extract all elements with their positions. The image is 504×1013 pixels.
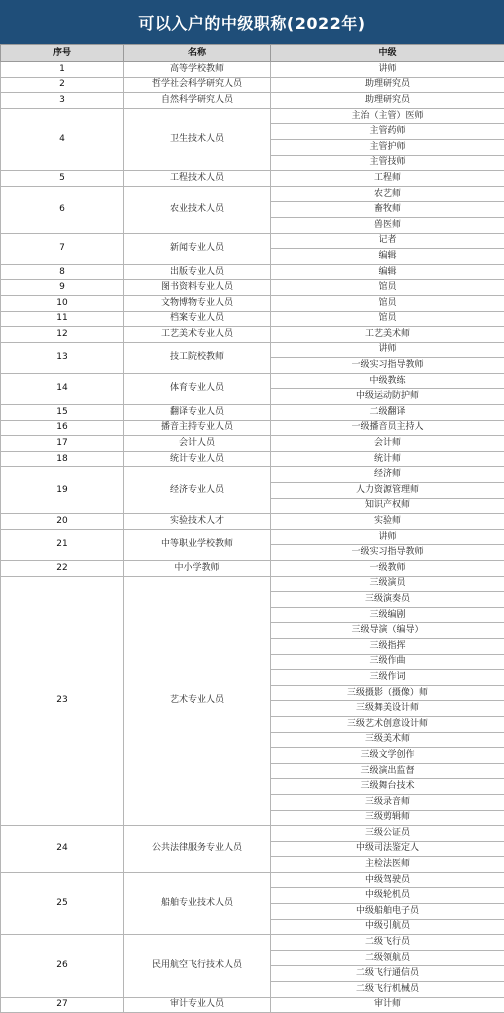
intermediate-title-cell: 讲师: [271, 529, 504, 545]
table-row: [1, 186, 504, 202]
serial-number-cell: 21: [1, 529, 124, 560]
intermediate-title-cell: 一级教师: [271, 561, 504, 577]
intermediate-title-cell: 馆员: [271, 295, 504, 311]
intermediate-title-cell: 三级导演（编导）: [271, 623, 504, 639]
intermediate-title-cell: 三级舞美设计师: [271, 701, 504, 717]
intermediate-title-cell: 三级公证员: [271, 826, 504, 842]
serial-number-cell: 1: [1, 62, 124, 78]
intermediate-title-cell: 编辑: [271, 249, 504, 265]
table-row: [1, 436, 504, 452]
category-name-cell: 中小学教师: [124, 561, 271, 577]
intermediate-title-cell: 三级演出监督: [271, 763, 504, 779]
table-row: [1, 233, 504, 249]
intermediate-title-cell: 工艺美术师: [271, 327, 504, 343]
header-name: 名称: [124, 45, 271, 62]
serial-number-cell: 7: [1, 233, 124, 264]
intermediate-title-cell: 三级剪辑师: [271, 810, 504, 826]
serial-number-cell: 11: [1, 311, 124, 327]
intermediate-title-cell: 统计师: [271, 451, 504, 467]
header-serial: 序号: [1, 45, 124, 62]
category-name-cell: 哲学社会科学研究人员: [124, 77, 271, 93]
category-name-cell: 艺术专业人员: [124, 576, 271, 826]
intermediate-title-cell: 记者: [271, 233, 504, 249]
serial-number-cell: 14: [1, 373, 124, 404]
category-name-cell: 审计专业人员: [124, 997, 271, 1013]
intermediate-title-cell: 一级播音员主持人: [271, 420, 504, 436]
category-name-cell: 工程技术人员: [124, 171, 271, 187]
header-level: 中级: [271, 45, 504, 62]
intermediate-title-cell: 兽医师: [271, 217, 504, 233]
table-row: [1, 529, 504, 545]
table-row: [1, 108, 504, 124]
serial-number-cell: 12: [1, 327, 124, 343]
intermediate-title-cell: 三级作曲: [271, 654, 504, 670]
category-name-cell: 船舶专业技术人员: [124, 872, 271, 934]
category-name-cell: 档案专业人员: [124, 311, 271, 327]
category-name-cell: 卫生技术人员: [124, 108, 271, 170]
table-row: [1, 997, 504, 1013]
table-row: [1, 561, 504, 577]
table-title: 可以入户的中级职称(2022年): [0, 0, 504, 44]
intermediate-title-cell: 三级舞台技术: [271, 779, 504, 795]
intermediate-title-cell: 一级实习指导教师: [271, 358, 504, 374]
category-name-cell: 高等学校教师: [124, 62, 271, 78]
serial-number-cell: 18: [1, 451, 124, 467]
serial-number-cell: 22: [1, 561, 124, 577]
intermediate-title-cell: 一级实习指导教师: [271, 545, 504, 561]
header-row: [1, 45, 504, 62]
category-name-cell: 翻译专业人员: [124, 405, 271, 421]
category-name-cell: 经济专业人员: [124, 467, 271, 514]
intermediate-title-cell: 三级录音师: [271, 794, 504, 810]
category-name-cell: 自然科学研究人员: [124, 93, 271, 109]
serial-number-cell: 24: [1, 826, 124, 873]
intermediate-title-cell: 三级编剧: [271, 607, 504, 623]
intermediate-title-cell: 讲师: [271, 62, 504, 78]
serial-number-cell: 23: [1, 576, 124, 826]
table-row: [1, 451, 504, 467]
serial-number-cell: 13: [1, 342, 124, 373]
intermediate-title-cell: 二级翻译: [271, 405, 504, 421]
category-name-cell: 中等职业学校教师: [124, 529, 271, 560]
intermediate-title-cell: 三级演奏员: [271, 592, 504, 608]
intermediate-title-cell: 主管技师: [271, 155, 504, 171]
serial-number-cell: 8: [1, 264, 124, 280]
intermediate-title-cell: 编辑: [271, 264, 504, 280]
intermediate-title-cell: 审计师: [271, 997, 504, 1013]
table-body: [1, 62, 504, 1013]
category-name-cell: 工艺美术专业人员: [124, 327, 271, 343]
serial-number-cell: 3: [1, 93, 124, 109]
category-name-cell: 图书资料专业人员: [124, 280, 271, 296]
table-row: [1, 280, 504, 296]
serial-number-cell: 15: [1, 405, 124, 421]
serial-number-cell: 16: [1, 420, 124, 436]
intermediate-title-cell: 馆员: [271, 311, 504, 327]
serial-number-cell: 6: [1, 186, 124, 233]
category-name-cell: 技工院校教师: [124, 342, 271, 373]
table-row: [1, 514, 504, 530]
intermediate-title-cell: 畜牧师: [271, 202, 504, 218]
table-row: [1, 171, 504, 187]
intermediate-title-cell: 中级驾驶员: [271, 872, 504, 888]
table-row: [1, 311, 504, 327]
intermediate-title-cell: 实验师: [271, 514, 504, 530]
category-name-cell: 会计人员: [124, 436, 271, 452]
intermediate-title-cell: 二级领航员: [271, 950, 504, 966]
intermediate-title-cell: 二级飞行通信员: [271, 966, 504, 982]
titles-table: [0, 44, 504, 1013]
table-row: [1, 342, 504, 358]
serial-number-cell: 9: [1, 280, 124, 296]
table-row: [1, 327, 504, 343]
category-name-cell: 实验技术人才: [124, 514, 271, 530]
intermediate-title-cell: 三级指挥: [271, 638, 504, 654]
intermediate-title-cell: 经济师: [271, 467, 504, 483]
table-row: [1, 826, 504, 842]
category-name-cell: 新闻专业人员: [124, 233, 271, 264]
serial-number-cell: 17: [1, 436, 124, 452]
category-name-cell: 民用航空飞行技术人员: [124, 935, 271, 997]
intermediate-title-cell: 三级美术师: [271, 732, 504, 748]
intermediate-title-cell: 主治（主管）医师: [271, 108, 504, 124]
intermediate-title-cell: 三级作词: [271, 670, 504, 686]
intermediate-title-cell: 中级船舶电子员: [271, 904, 504, 920]
category-name-cell: 文物博物专业人员: [124, 295, 271, 311]
table-row: [1, 576, 504, 592]
intermediate-title-cell: 助理研究员: [271, 77, 504, 93]
table-row: [1, 872, 504, 888]
serial-number-cell: 4: [1, 108, 124, 170]
serial-number-cell: 19: [1, 467, 124, 514]
intermediate-title-cell: 馆员: [271, 280, 504, 296]
table-row: [1, 93, 504, 109]
intermediate-title-cell: 二级飞行机械员: [271, 982, 504, 998]
intermediate-title-cell: 农艺师: [271, 186, 504, 202]
serial-number-cell: 25: [1, 872, 124, 934]
table-row: [1, 405, 504, 421]
category-name-cell: 播音主持专业人员: [124, 420, 271, 436]
intermediate-title-cell: 会计师: [271, 436, 504, 452]
table-row: [1, 467, 504, 483]
serial-number-cell: 27: [1, 997, 124, 1013]
intermediate-title-cell: 三级摄影（摄像）师: [271, 685, 504, 701]
table-row: [1, 420, 504, 436]
intermediate-title-cell: 知识产权师: [271, 498, 504, 514]
category-name-cell: 出版专业人员: [124, 264, 271, 280]
intermediate-title-cell: 工程师: [271, 171, 504, 187]
table-row: [1, 62, 504, 78]
category-name-cell: 农业技术人员: [124, 186, 271, 233]
table-row: [1, 77, 504, 93]
serial-number-cell: 20: [1, 514, 124, 530]
intermediate-title-cell: 主管护师: [271, 139, 504, 155]
intermediate-title-cell: 中级轮机员: [271, 888, 504, 904]
category-name-cell: 统计专业人员: [124, 451, 271, 467]
serial-number-cell: 10: [1, 295, 124, 311]
table-row: [1, 264, 504, 280]
intermediate-title-cell: 中级引航员: [271, 919, 504, 935]
intermediate-title-cell: 人力资源管理师: [271, 483, 504, 499]
intermediate-title-cell: 主检法医师: [271, 857, 504, 873]
intermediate-title-cell: 二级飞行员: [271, 935, 504, 951]
table-row: [1, 935, 504, 951]
intermediate-title-cell: 三级艺术创意设计师: [271, 716, 504, 732]
category-name-cell: 公共法律服务专业人员: [124, 826, 271, 873]
intermediate-title-cell: 助理研究员: [271, 93, 504, 109]
intermediate-title-cell: 三级文学创作: [271, 748, 504, 764]
intermediate-title-cell: 主管药师: [271, 124, 504, 140]
category-name-cell: 体育专业人员: [124, 373, 271, 404]
intermediate-title-cell: 中级运动防护师: [271, 389, 504, 405]
intermediate-title-cell: 三级演员: [271, 576, 504, 592]
serial-number-cell: 26: [1, 935, 124, 997]
serial-number-cell: 5: [1, 171, 124, 187]
titles-table-container: [0, 44, 504, 1013]
serial-number-cell: 2: [1, 77, 124, 93]
intermediate-title-cell: 讲师: [271, 342, 504, 358]
table-row: [1, 295, 504, 311]
intermediate-title-cell: 中级司法鉴定人: [271, 841, 504, 857]
table-row: [1, 373, 504, 389]
intermediate-title-cell: 中级教练: [271, 373, 504, 389]
